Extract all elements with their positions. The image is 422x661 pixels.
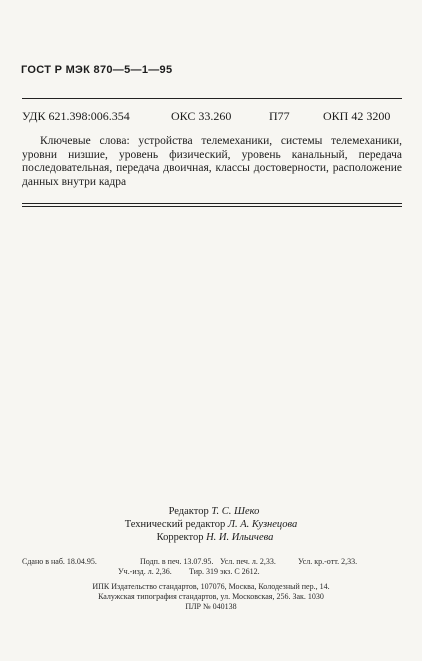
udk-code: УДК 621.398:006.354 — [22, 109, 130, 123]
classification-codes — [22, 109, 402, 125]
print-sheets: Усл. печ. л. 2,33. — [220, 557, 276, 566]
group-code: П77 — [269, 109, 290, 123]
tech-editor-name: Л. А. Кузнецова — [227, 519, 298, 530]
tech-editor-line — [0, 518, 422, 531]
signed-date: Подп. в печ. 13.07.95. — [140, 557, 214, 566]
editor-label: Редактор — [168, 506, 209, 517]
bottom-divider — [22, 203, 402, 204]
okp-code: ОКП 42 3200 — [323, 109, 391, 123]
editor-line — [0, 505, 422, 518]
print-details-row-2 — [22, 567, 402, 577]
proofreader-name: Н. И. Ильичева — [206, 532, 274, 543]
color-prints: Усл. кр.-отт. 2,33. — [298, 557, 358, 566]
print-details-row-1 — [22, 557, 402, 567]
proofreader-label: Корректор — [156, 532, 204, 543]
print-details — [22, 557, 402, 577]
publisher-info — [0, 582, 422, 612]
proofreader-line — [0, 531, 422, 544]
bottom-divider-thin — [22, 206, 402, 207]
standard-designation: ГОСТ Р МЭК 870—5—1—95 — [21, 64, 173, 76]
editor-name: Т. С. Шеко — [211, 506, 260, 517]
editorial-credits — [0, 505, 422, 544]
tech-editor-label: Технический редактор — [124, 519, 226, 530]
oks-code: ОКС 33.260 — [171, 109, 232, 123]
circulation: Тир. 319 экз. С 2612. — [189, 567, 260, 576]
publisher-line-1: ИПК Издательство стандартов, 107076, Москва, Колодезный пер., 14. — [92, 582, 330, 591]
publisher-line-2: Калужская типография стандартов, ул. Московская, 256. Зак. 1030 — [98, 592, 324, 601]
keywords-paragraph: Ключевые слова: устройства телемеханики, системы телемеханики, уровни низшие, уровень физический, уровень канальный, передача последовательная, передача двоичная, классы достоверности, расположение данных внутри кадра — [22, 135, 402, 188]
top-divider — [22, 98, 402, 99]
publisher-line-3: ПЛР № 040138 — [185, 602, 237, 611]
submitted-date: Сдано в наб. 18.04.95. — [22, 557, 97, 566]
publishing-sheets: Уч.-изд. л. 2,36. — [118, 567, 172, 576]
